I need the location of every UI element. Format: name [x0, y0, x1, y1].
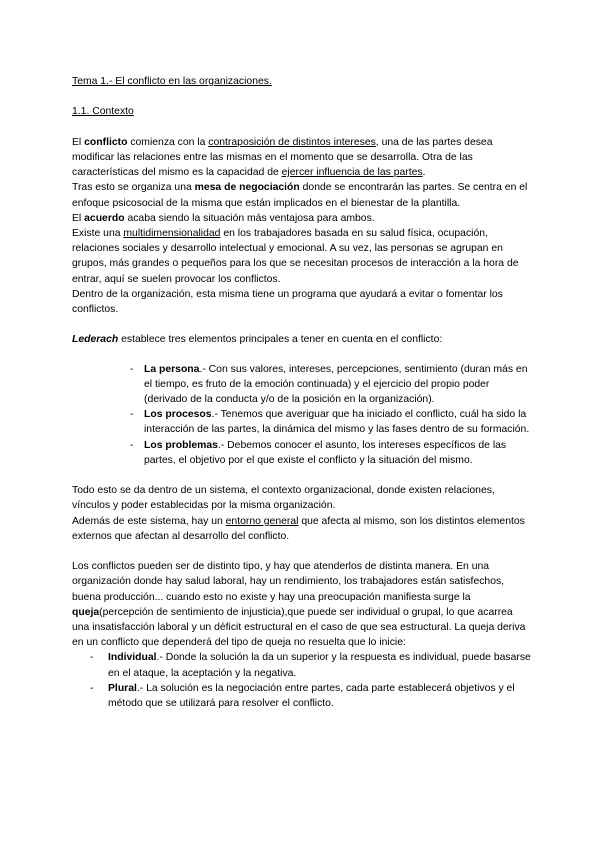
list-item: - Plural.- La solución es la negociación entre partes, cada parte establecerá objetivos y el método que se utilizará para resolver el conflicto.: [72, 681, 532, 711]
list-item: - Los problemas.- Debemos conocer el asunto, los intereses específicos de las partes, el objetivo por el que existe el conflicto y la situación del mismo.: [72, 438, 532, 468]
list-item: - Individual.- Donde la solución la da un superior y la respuesta es individual, puede basarse en el ataque, la aceptación y la negativa.: [72, 650, 532, 680]
paragraph: El acuerdo acaba siendo la situación más ventajosa para ambos.: [72, 212, 375, 224]
complaint-types-list: [72, 650, 532, 711]
paragraph: Lederach establece tres elementos principales a tener en cuenta en el conflicto:: [72, 334, 443, 346]
paragraph: Todo esto se da dentro de un sistema, el contexto organizacional, donde existen relaciones, vínculos y poder establecidas por la misma organización.: [72, 485, 495, 512]
document-page: [72, 74, 532, 711]
document-title: Tema 1.- El conflicto en las organizaciones.: [72, 76, 272, 87]
paragraph: Además de este sistema, hay un entorno general que afecta al mismo, son los distintos elementos externos que afectan al desarrollo del conflicto.: [72, 515, 525, 542]
paragraph: Los conflictos pueden ser de distinto tipo, y hay que atenderlos de distinta manera. En una organización donde hay salud laboral, hay un rendimiento, los trabajadores están satisfechos, buena producción... cuando esto no existe y hay una preocupación manifiesta surge la queja(percepción de sentimiento de injusticia),que puede ser individual o grupal, lo que acarrea una insatisfacción laboral y un déficit estructural en el caso de que sea estructural. La queja deriva en un conflicto que dependerá del tipo de queja no resuelta que lo inicie:: [72, 561, 526, 649]
list-item: - Los procesos.- Tenemos que averiguar que ha iniciado el conflicto, cuál ha sido la interacción de las partes, la dinámica del mismo y las fases dentro de su formación.: [72, 407, 532, 437]
paragraph: Dentro de la organización, esta misma tiene un programa que ayudará a evitar o fomentar los conflictos.: [72, 288, 503, 316]
paragraph: El conflicto comienza con la contraposición de distintos intereses, una de las partes desea modificar las relaciones entre las mismas en el momento que se desarrolla. Otra de las características del mismo es la capacidad de ejercer influencia de las partes.: [72, 136, 493, 179]
elements-list: [72, 362, 532, 468]
section-heading: 1.1. Contexto: [72, 106, 134, 118]
paragraph: Tras esto se organiza una mesa de negociación donde se encontrarán las partes. Se centra en el enfoque psicosocial de la misma que están implicados en el bienestar de la plantilla.: [72, 182, 528, 209]
list-item: - La persona.- Con sus valores, intereses, percepciones, sentimiento (duran más en el tiempo, es fruto de la emoción continuada) y el ejercicio del propio poder (derivado de la conducta y/o de la posición en la organización).: [72, 362, 532, 408]
paragraph: Existe una multidimensionalidad en los trabajadores basada en su salud física, ocupación, relaciones sociales y desarrollo intelectual y emocional. A su vez, las personas se agrupan en grupos, más grandes o pequeños para los que se necesitan procesos de interacción a la hora de entrar, aquí se suelen provocar los conflictos.: [72, 228, 519, 285]
